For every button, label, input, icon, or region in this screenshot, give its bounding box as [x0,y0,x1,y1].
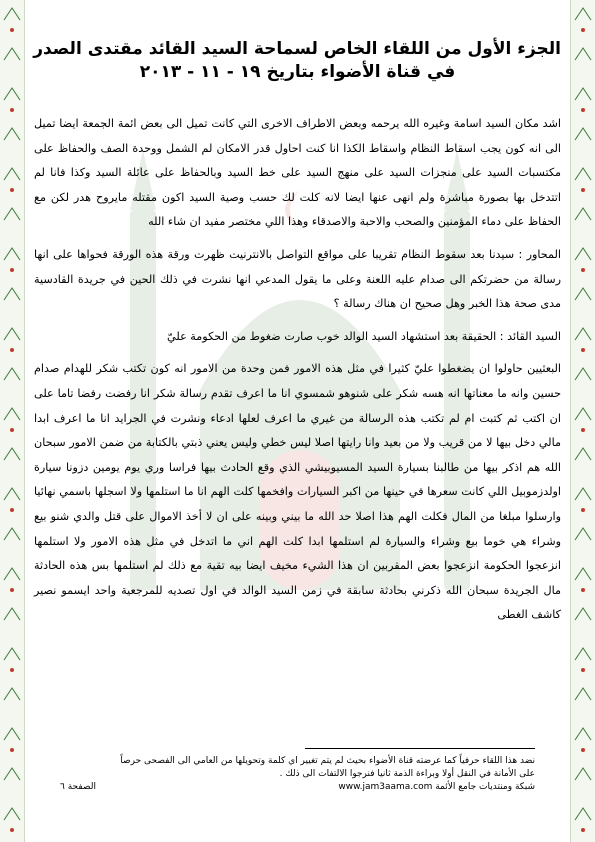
page-title [34,38,561,84]
page-number: الصفحة ٦ [60,782,96,792]
text-line: ذبتي بالكتابة من ضمن الامور سبحان الله هم اذكر بيها من طالبنا بسيارة السيد المسيوبيشي الذي وقع [34,436,561,474]
text-line: المحاور : سيدنا بعد سقوط النظام تقريبا على مواقع التواصل بالانترنيت ظهرت ورقة هذه الورقة فحواها [77,247,561,261]
text-line: والاصدقاء وهذا اللي مختصر مفيد ان شاء الله [148,215,357,229]
interview-text [34,112,561,628]
text-line: اشد مكان السيد اسامة وغيره الله يرحمه وبعض الاطراف الاخرى التي كانت تميل الى بعض ائمة [117,117,561,130]
text-line: ذكرني بحادثة سابقة في زمن السيد الوالد في اول تصديه للمرجعية واحد ايسمو نصير كاشف الغطى [34,583,561,622]
decorative-border-left [0,0,25,842]
text-line: الحادث بيها فراسا وري يوم يومين دزونا سيارة اولدزموبيل اللي كانت سعرها في حينها من اكبر السيارات [34,460,562,499]
paragraph-2 [34,243,561,317]
text-line: وبالحفاظ على عائلة السيد وكذا فانا لم اتتدخل بها بصورة مباشرة ولم انهى عنها ايضا لانه كلت لك [34,166,561,204]
text-line: الجمعة ايضا تميل الى انه كون يجب اسقاط النظام واسقاط الكذا انا كنت احاول قدر الامكان لم الشمل [34,117,562,155]
footnote-rule [305,748,535,749]
footnote-line-3 [60,781,535,794]
footnote-line-1: نضد هذا اللقاء حرفياً كما عرضته قناة الأضواء بحيث لم يتم تغيير اي كلمة وتحويلها من العامي الى الفصحى حرصاً [120,756,535,766]
text-line: الله ما بيني وبينه على ان لا أخذ الاموال على قتل والدي شنو بيع وشراء هي خوما بيع وشراء والسيارة لم [34,509,561,548]
title-line-1: الجزء الأول من اللقاء الخاص لسماحة السيد القائد مقتدى الصدر [33,39,561,59]
paragraph-1 [34,112,561,235]
text-line: انا رفضت رفضا تاما على ان اكتب ثم كتبت ام لم تكتب هذه الرسالة من غيري ما اعرف لعلها ادعاء ونشرت [34,386,561,425]
site-credit: شبكة ومنتديات جامع الأئمة www.jam3aama.com [338,782,535,792]
text-line: استلمها ابدا كلت الهم اني ما اتدخل في مثل هذه الامور ولا استلمها انزعجوا الحكومة انزعجوا بعض [34,534,562,573]
text-line: للهدام صدام حسين وانه ما معناتها انه هسه شكر على شنوهو شمسوي انا ما اعرف تقدم رسالة شكر [34,362,562,400]
text-line: البعثيين حاولوا ان يضغطوا عليّ كثيرا في مثل هذه الامور فمن وحدة من الامور انه كون تكتب شكر [96,362,561,376]
footnote [60,755,535,794]
paragraph-4 [34,357,561,628]
text-line: جريدة القادسية مدى صحة هذا الخبر وهل صحيح ان هناك رسالة ؟ [34,272,561,311]
text-line: على انها رسالة من حضرتكم الى صدام عليه اللعنة وعلى ما يقول المدعي انها نشرت في ذلك الحين في [34,247,561,286]
text-line: المقربين ان هذا الشيء مخيف ايضا بيه تقية مع ذلك لم استلمها بس هذه الحادثة مال الجريدة سبحان الله [34,559,561,597]
paragraph-3 [34,325,561,350]
text-line: في الجرايد انا ما اعرف ابدا مالي دخل بيها لا من قريب ولا من بعيد وانا رايتها اصلا ليس خطي وليس يعني [34,411,561,450]
text-line: وافخمها كلت الهم انا ما استلمها ولا اسجلها باسمي نهائيا وارسلوا مبلغا من المال فكلت الهم هذا اصلا حد [34,485,561,523]
footnote-line-2: على الأمانة في النقل أولا وبراءة الذمة ثانيا فنرجوا الالتفات الى ذلك . [279,769,535,779]
text-line: حسب وصية السيد اكون مقتله مايروح هدر لكن مع الحفاظ على دماء المؤمنين والصحب والاحبة [34,190,561,229]
text-line: ووحدة الصف والحفاظ على مكتسبات السيد على منجزات السيد على منهج السيد على خط السيد [34,141,561,180]
text-line: السيد القائد : الحقيقة بعد استشهاد السيد الوالد خوب صارت ضغوط من الحكومة عليّ [167,329,561,343]
title-line-2: في قناة الأضواء بتاريخ ١٩ - ١١ - ٢٠١٣ [139,62,456,82]
decorative-border-right [570,0,595,842]
